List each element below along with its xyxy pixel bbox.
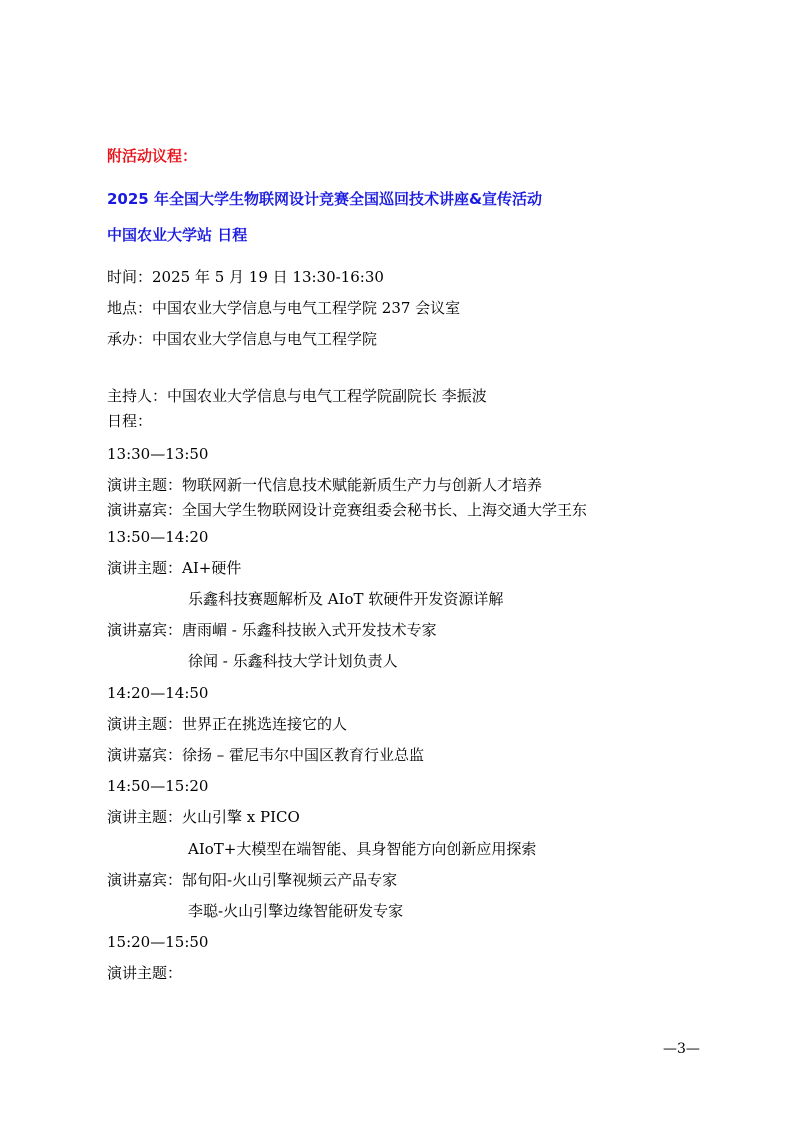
session-topic: 演讲主题：AI+硬件: [107, 559, 242, 577]
session-topic: 演讲主题：: [107, 964, 183, 982]
session-time: 13:50—14:20: [107, 528, 209, 546]
session-guest: 演讲嘉宾：全国大学生物联网设计竞赛组委会秘书长、上海交通大学王东: [107, 501, 588, 519]
page-number: —3—: [663, 1041, 700, 1057]
session-time: 14:50—15:20: [107, 777, 209, 795]
session-time: 15:20—15:50: [107, 933, 209, 951]
session-topic: 演讲主题：火山引擎 x PICO: [107, 808, 300, 826]
session-guest-line2: 李聪-火山引擎边缘智能研发专家: [188, 902, 404, 920]
session-topic-line2: 乐鑫科技赛题解析及 AIoT 软硬件开发资源详解: [188, 590, 504, 608]
info-time: 时间：2025 年 5 月 19 日 13:30-16:30: [107, 268, 384, 286]
schedule-label: 日程：: [107, 412, 153, 430]
event-title: 2025 年全国大学生物联网设计竞赛全国巡回技术讲座&宣传活动: [107, 190, 543, 208]
site-title: 中国农业大学站 日程: [107, 226, 248, 244]
session-time: 14:20—14:50: [107, 684, 209, 702]
session-guest-line2: 徐闻 - 乐鑫科技大学计划负责人: [188, 652, 398, 670]
session-guest: 演讲嘉宾：徐扬 – 霍尼韦尔中国区教育行业总监: [107, 746, 425, 764]
session-guest: 演讲嘉宾：郜旬阳-火山引擎视频云产品专家: [107, 871, 398, 889]
session-guest: 演讲嘉宾：唐雨嵋 - 乐鑫科技嵌入式开发技术专家: [107, 621, 437, 639]
session-time: 13:30—13:50: [107, 445, 209, 463]
info-location: 地点：中国农业大学信息与电气工程学院 237 会议室: [107, 299, 461, 317]
session-topic: 演讲主题：物联网新一代信息技术赋能新质生产力与创新人才培养: [107, 476, 543, 494]
attachment-title: 附活动议程：: [107, 147, 198, 165]
session-topic: 演讲主题：世界正在挑选连接它的人: [107, 715, 348, 733]
host-line: 主持人：中国农业大学信息与电气工程学院副院长 李振波: [107, 387, 487, 405]
session-topic-line2: AIoT+大模型在端智能、具身智能方向创新应用探索: [188, 840, 537, 858]
info-organizer: 承办：中国农业大学信息与电气工程学院: [107, 330, 378, 348]
